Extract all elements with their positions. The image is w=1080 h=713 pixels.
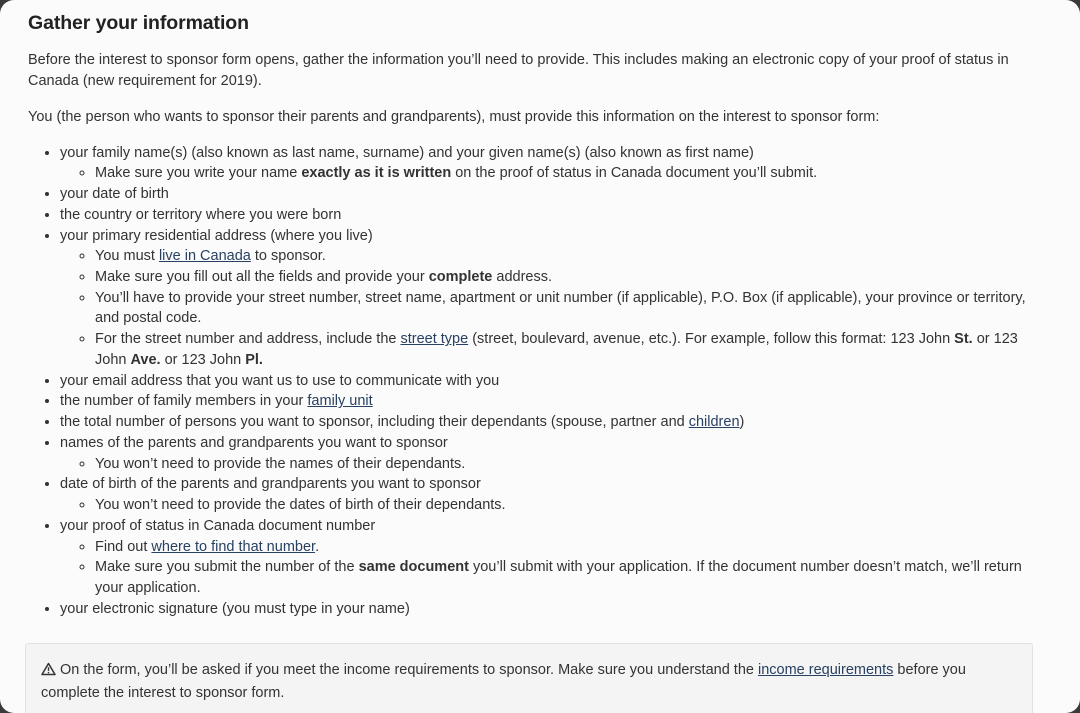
checklist-subitem: [95, 454, 1044, 475]
children-link[interactable]: children: [688, 414, 740, 431]
text-segment: on the proof of status in Canada document you’ll submit.: [451, 165, 818, 182]
text-segment: the country or territory where you were born: [60, 206, 342, 223]
text-segment: address.: [492, 269, 553, 285]
text-segment: before you complete the interest to sponsor form.: [41, 662, 966, 702]
bold-text: complete: [428, 269, 493, 285]
text-segment: You won’t need to provide the dates of birth of their dependants.: [95, 497, 506, 514]
text-segment: your electronic signature (you must type in your name): [60, 600, 410, 617]
checklist-subitems: [60, 246, 1044, 370]
checklist-item: [60, 205, 1044, 226]
checklist-subitem: [95, 329, 1044, 370]
checklist-item-text: [60, 373, 499, 389]
checklist-item: [60, 474, 1044, 515]
live-in-canada-link[interactable]: live in Canada: [158, 248, 251, 265]
text-segment: the total number of persons you want to sponsor, including their dependants (spouse, partner and: [60, 414, 689, 431]
bold-text: St.: [954, 331, 973, 348]
checklist-item-text: [60, 145, 754, 161]
checklist-item: [60, 433, 1044, 474]
checklist-subitem: [95, 267, 1044, 288]
checklist-item-text: [60, 186, 169, 202]
bold-text: Pl.: [245, 351, 263, 368]
text-segment: or 123 John: [95, 331, 1018, 368]
text-segment: the number of family members in your: [60, 393, 308, 410]
checklist-subitem: [95, 163, 1044, 184]
street-type-link[interactable]: street type: [400, 331, 469, 348]
checklist-subitem: [95, 288, 1044, 329]
intro-paragraph-1: Before the interest to sponsor form opens, gather the information you’ll need to provide. This includes making an electronic copy of your proof of status in Canada (new requirement for 2019).: [28, 52, 1009, 90]
checklist-subitem: [95, 495, 1044, 516]
text-segment: names of the parents and grandparents you want to sponsor: [60, 434, 448, 451]
checklist-item: [60, 371, 1044, 392]
text-segment: You must: [95, 248, 159, 265]
text-segment: (street, boulevard, avenue, etc.). For example, follow this format: 123 John: [468, 331, 955, 348]
text-segment: You won’t need to provide the names of their dependants.: [95, 455, 466, 472]
text-segment: .: [315, 538, 320, 555]
checklist-item-text: [60, 601, 410, 617]
text-segment: Make sure you write your name: [95, 165, 302, 182]
where-to-find-that-number-link[interactable]: where to find that number: [151, 538, 316, 555]
text-segment: your proof of status in Canada document number: [60, 517, 376, 534]
text-segment: You’ll have to provide your street number, street name, apartment or unit number (if applicable), P.O. Box (if applicable), your province or territory, and postal code.: [95, 289, 1026, 327]
text-segment: date of birth of the parents and grandparents you want to sponsor: [60, 476, 481, 493]
checklist-item-text: [60, 228, 373, 244]
text-segment: your date of birth: [60, 186, 169, 203]
checklist-item: [60, 391, 1044, 412]
family-unit-link[interactable]: family unit: [307, 393, 373, 410]
checklist-subitem: [95, 246, 1044, 267]
checklist-item: [60, 226, 1044, 371]
text-segment: Make sure you fill out all the fields and provide your: [95, 269, 429, 285]
text-segment: your primary residential address (where you live): [60, 227, 373, 244]
income-warning-box: [25, 643, 1033, 713]
checklist-item-text: [60, 207, 341, 223]
text-segment: you’ll submit with your application. If the document number doesn’t match, we’ll return your application.: [95, 559, 1022, 597]
checklist-subitems: [60, 537, 1044, 599]
checklist-subitem: [95, 557, 1044, 598]
checklist-item: [60, 516, 1044, 599]
checklist-item-text: [60, 414, 744, 430]
checklist-item: [60, 412, 1044, 433]
text-segment: For the street number and address, include the: [95, 331, 401, 348]
checklist-item-text: [60, 435, 448, 451]
checklist-item-text: [60, 393, 373, 409]
text-segment: to sponsor.: [250, 248, 326, 265]
checklist-item: [60, 143, 1044, 184]
intro-paragraph-2: You (the person who wants to sponsor their parents and grandparents), must provide this information on the interest to sponsor form:: [28, 108, 880, 125]
warning-text-content: [41, 662, 966, 701]
bold-text: exactly as it is written: [301, 165, 452, 182]
checklist-item: [60, 599, 1044, 620]
checklist-subitems: [60, 454, 1044, 475]
checklist-subitems: [60, 163, 1044, 184]
text-segment: On the form, you’ll be asked if you meet the income requirements to sponsor. Make sure you understand the: [60, 662, 758, 679]
text-segment: Make sure you submit the number of the: [95, 559, 359, 576]
checklist-subitems: [60, 495, 1044, 516]
text-segment: your email address that you want us to use to communicate with you: [60, 372, 500, 389]
text-segment: or 123 John: [160, 351, 246, 368]
page-title: Gather your information: [28, 12, 249, 34]
text-segment: ): [739, 414, 745, 431]
bold-text: same document: [358, 559, 469, 576]
checklist-item-text: [60, 518, 375, 534]
warning-triangle-icon: [41, 662, 56, 683]
bold-text: Ave.: [130, 351, 161, 368]
text-segment: Find out: [95, 538, 152, 555]
checklist-item: [60, 184, 1044, 205]
checklist-subitem: [95, 537, 1044, 558]
information-checklist: [28, 143, 1044, 620]
income-requirements-link[interactable]: income requirements: [757, 662, 894, 679]
checklist-item-text: [60, 476, 481, 492]
text-segment: your family name(s) (also known as last name, surname) and your given name(s) (also known as first name): [60, 144, 754, 161]
warning-text: [41, 660, 1014, 703]
